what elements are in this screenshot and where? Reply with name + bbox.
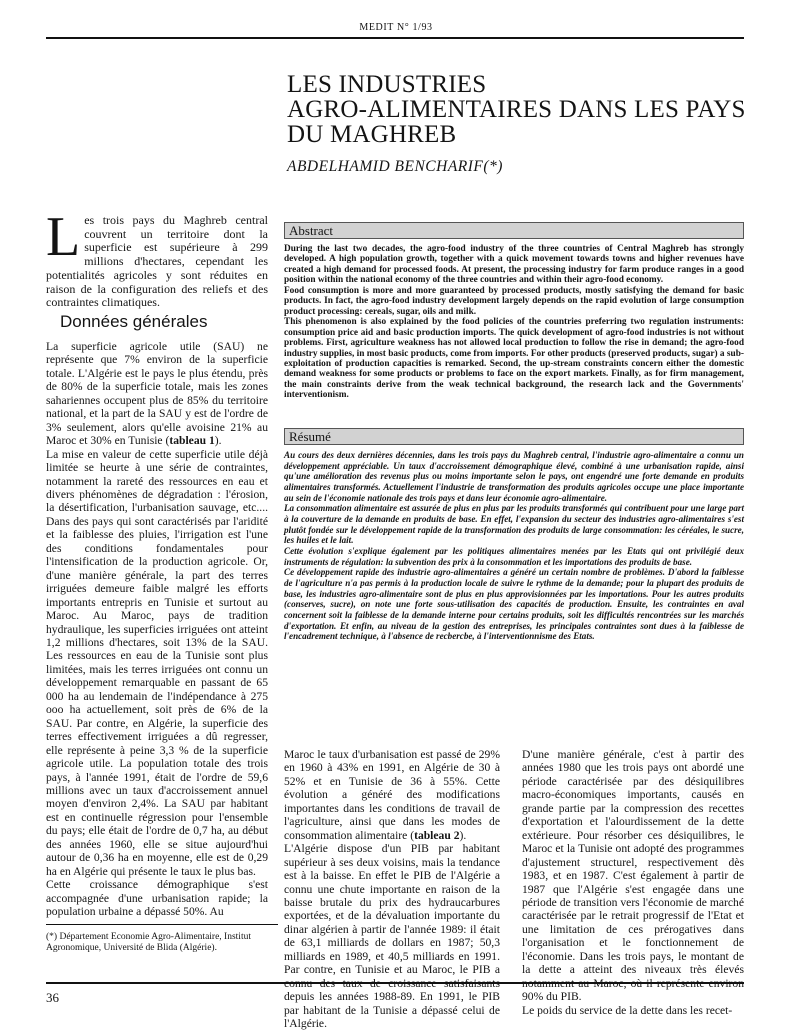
title-line: LES INDUSTRIES <box>287 71 487 98</box>
resume-paragraph: Au cours des deux dernières décennies, dans les trois pays du Maghreb central, l'industrie agro-alimentaire a connu un développement appréciable. Un taux d'accroissement démographique élevé, combiné à une urbanisation rapide, ainsi qu'une amélioration des revenus plus ou moins importante selon le pays, ont engendré une forte demande en produits alimentaires transformés. Actuellement l'industrie de transformation des produits agricoles occupe une place importante au sein de l'économie nationale des trois pays et dans leur économie agro-alimentaire. <box>284 450 744 503</box>
title-line: AGRO-ALIMENTAIRES DANS LES PAYS <box>287 96 746 123</box>
running-header: MEDIT N° 1/93 <box>359 22 433 33</box>
column-3 <box>522 748 744 1017</box>
resume-heading: Résumé <box>284 428 744 445</box>
column-2 <box>284 748 500 1031</box>
footer-rule <box>46 982 744 984</box>
text-run: ). <box>214 434 222 448</box>
table-reference: tableau 1 <box>169 434 215 448</box>
footnote-rule <box>46 924 278 925</box>
paragraph: L'Algérie dispose d'un PIB par habitant supérieur à ses deux voisins, mais la tendance est à la baisse. En effet le PIB de l'Algérie a connu une chute importante en raison de la baisse brutale du prix des hydraucarbures exportées, et de la dévaluation importante du dinar algérien à partir de l'année 1989: il était de 63,1 milliards de dollars en 1987; 50,3 milliards en 1989, et 40,5 milliards en 1991. Par contre, en Tunisie et au Maroc, le PIB a depuis les années 1988-89. En 1991, le PIB par habitant de la Tunisie a dépassé celui de l'Algérie. <box>284 842 500 1031</box>
paragraph: D'une manière générale, c'est à partir des années 1980 que les trois pays ont abordé une période caractérisée par des désiquilibres macro-économiques importants, causés en grande partie par la compression des recettes d'exportation et l'alourdissement de la dette extérieure. Pour résorber ces désiquilibres, le Maroc et la Tunisie ont adopté des programmes d'ajustement structurel, respectivement dès 1983, et en 1987. C'est également à partir de 1987 que l'Algérie s'est engagée dans une période de transition vers l'économie de marché caractérisée par le retrait progressif de l'Etat et une limitation de ces prérogatives dans l'organisation et le fonctionnement de l'économie. Dans les trois pays, le montant de la dette a atteint des niveaux très élevés 90% du PIB. <box>522 748 744 1004</box>
resume-paragraph: Cette évolution s'explique également par les politiques alimentaires menées par les Etats qui ont privilégié deux instruments de régulation: la subvention des prix à la consommation et les importations des produits de base. <box>284 545 744 567</box>
abstract-body <box>284 244 744 401</box>
intro-text: es trois pays du Maghreb central couvrent un territoire dont la superficie est supérieure à 299 millions d'hectares, cependant les potentialités agricoles y sont réduites en raison de la configuration des reliefs et des contraintes climatiques. <box>46 213 268 310</box>
section-heading: Données générales <box>60 312 208 331</box>
resume-paragraph: La consommation alimentaire est assurée de plus en plus par les produits transformés qui contribuent pour une large part à la couverture de la demande en produits de base. En effet, l'expansion du secteur des industries agro-alimentaires s'est plutôt fondée sur le développement rapide de la transformation des produits de large consommation: les céréales, le sucre, les huiles et le lait. <box>284 503 744 546</box>
header-rule <box>46 37 744 39</box>
text-run: La superficie agricole utile (SAU) ne représente que 7% environ de la superficie totale. L'Algérie est le pays le plus étendu, près de 80% de la superficie totale, mais les zones sahariennes occupent plus de 85% du territoire national, et la part de la SAU y est de l'ordre de 3% seulement, alors qu'elle avoisine 21% au Maroc et 30% en Tunisie ( <box>46 340 268 448</box>
text-run: Maroc le taux d'urbanisation est passé de 29% en 1960 à 43% en 1991, en Algérie de 30 à 52% et en Tunisie de 36 à 55%. Cette évolution a généré des modifications importantes dans les conditions de travail de l'agriculture, ainsi que dans les modes de consommation alimentaire ( <box>284 748 500 842</box>
paragraph: Cette croissance démographique s'est accompagnée d'une urbanisation rapide; la population urbaine a dépassé 50%. Au <box>46 878 268 919</box>
author-name: ABDELHAMID BENCHARIF(*) <box>287 158 503 175</box>
table-reference: tableau 2 <box>414 828 460 842</box>
text-run: ). <box>459 828 467 842</box>
intro-paragraph <box>46 206 268 310</box>
paragraph <box>46 340 268 448</box>
abstract-heading: Abstract <box>284 222 744 239</box>
page-number: 36 <box>46 990 59 1005</box>
paragraph <box>284 748 500 842</box>
article-title <box>287 72 757 147</box>
title-line: DU MAGHREB <box>287 121 457 148</box>
column-1 <box>46 340 268 918</box>
abstract-paragraph: During the last two decades, the agro-food industry of the three countries of Central Maghreb has strongly developed. A high population growth, together with a quick movement towards towns and higher revenues have created a high demand for processed foods. At present, the processing industry for farm produce ranges in a good position within the national economy of the three countries and within their agro-food economy. <box>284 244 744 286</box>
resume-body <box>284 450 744 642</box>
paragraph: Le poids du service de la dette dans les recet- <box>522 1003 733 1017</box>
resume-paragraph: Ce développement rapide des industrie agro-alimentaires a généré un certain nombre de problèmes. D'abord la faiblesse de l'agriculture n'a pas permis à la production locale de suivre le rythme de la demande; pour la plupart des produits de base, les industries agro-alimentaire sont de plus en plus approvisionnées par les importations. Pour les autres produits (conserves, sucre), on note une forte sous-utilisation des capacités de production. Ensuite, les contraintes en aval concernent soit la faiblesse de la demande interne pour certains produits, soit les difficultés rencontrées sur les marchés d'exportation. Et enfin, au niveau de la gestion des entreprises, les principales contraintes sont dues à la faiblesse de l'encadrement technique, à l'absence de recbercbe, à l'interventionnisme des Etats. <box>284 567 744 642</box>
abstract-paragraph: This phenomenon is also explained by the food policies of the countries preferring two regulation instruments: consumption price aid and basic production imports. The quick development of agro-food industries is not without problems. First, agriculture weakness has not allowed local production to follow the rise in demand; the agro-food industry supplies, in most basic products, come from imports. For other products (preserved products, sugar) a sub-exploitation of production capacities is remarked. Second, the up-stream constraints concern either the domestic demand weakness for some products or problems to face on the export markets. Finally, as for firm management, the main constraints derive from the weak technical background, the research lack and the Governments' interventionism. <box>284 317 744 401</box>
abstract-paragraph: Food consumption is more and more guaranteed by processed products, mostly satisfying the demand for basic products. In fact, the agro-food industry development largely depends on the rapid evolution of large consumption product processing: cereals, sugar, oils and milk. <box>284 285 744 317</box>
drop-cap: L <box>46 206 81 268</box>
paragraph: La mise en valeur de cette superficie utile déjà limitée se heurte à une série de contraintes, notamment la rareté des ressources en eau et divers phénomènes de dégradation : l'érosion, la désertification, l'urbanisation sauvage, etc.... Dans des pays qui sont caractérisés par l'aridité et la faiblesse des pluies, l'irrigation est l'une des conditions fondamentales pour l'intensification de la production agricole. Or, d'une manière générale, la part des terres irriguées demeure faible malgré les efforts importants entrepris en Tunisie et surtout au Maroc. Au Maroc, pays de tradition hydraulique, les superficies irriguées ont atteint 1,2 millions d'hectares, soit 13% de la SAU. Les ressources en eau de la Tunisie sont plus limitées, mais les terres irriguées ont connu un développement remarquable en passant de 65 000 ha au lendemain de l'indépendance à 275 ooo ha actuellement, soit près de 6% de la SAU. Par contre, en Algérie, la superficie des terres effectivement irriguées a dû regresser, elle représente à peine 3,3 % de la superficie agricole utile. La population totale des trois pays, à l'année 1991, était de l'ordre de 59,6 millions avec un taux d'accroissement annuel moyen d'environ 2,4%. La SAU par habitant est en continuelle régression pour l'ensemble du pays; elle était de l'ordre de 0,7 ha, au début des années 1960, elle se situe aujourd'hui autour de 0,36 ha en moyenne, elle est de 0,29 ha en Algérie qui présente le taux le plus bas. <box>46 447 268 878</box>
footnote: (*) Département Economie Agro-Alimentaire, Institut Agronomique, Université de Blida (Algérie). <box>46 932 251 953</box>
